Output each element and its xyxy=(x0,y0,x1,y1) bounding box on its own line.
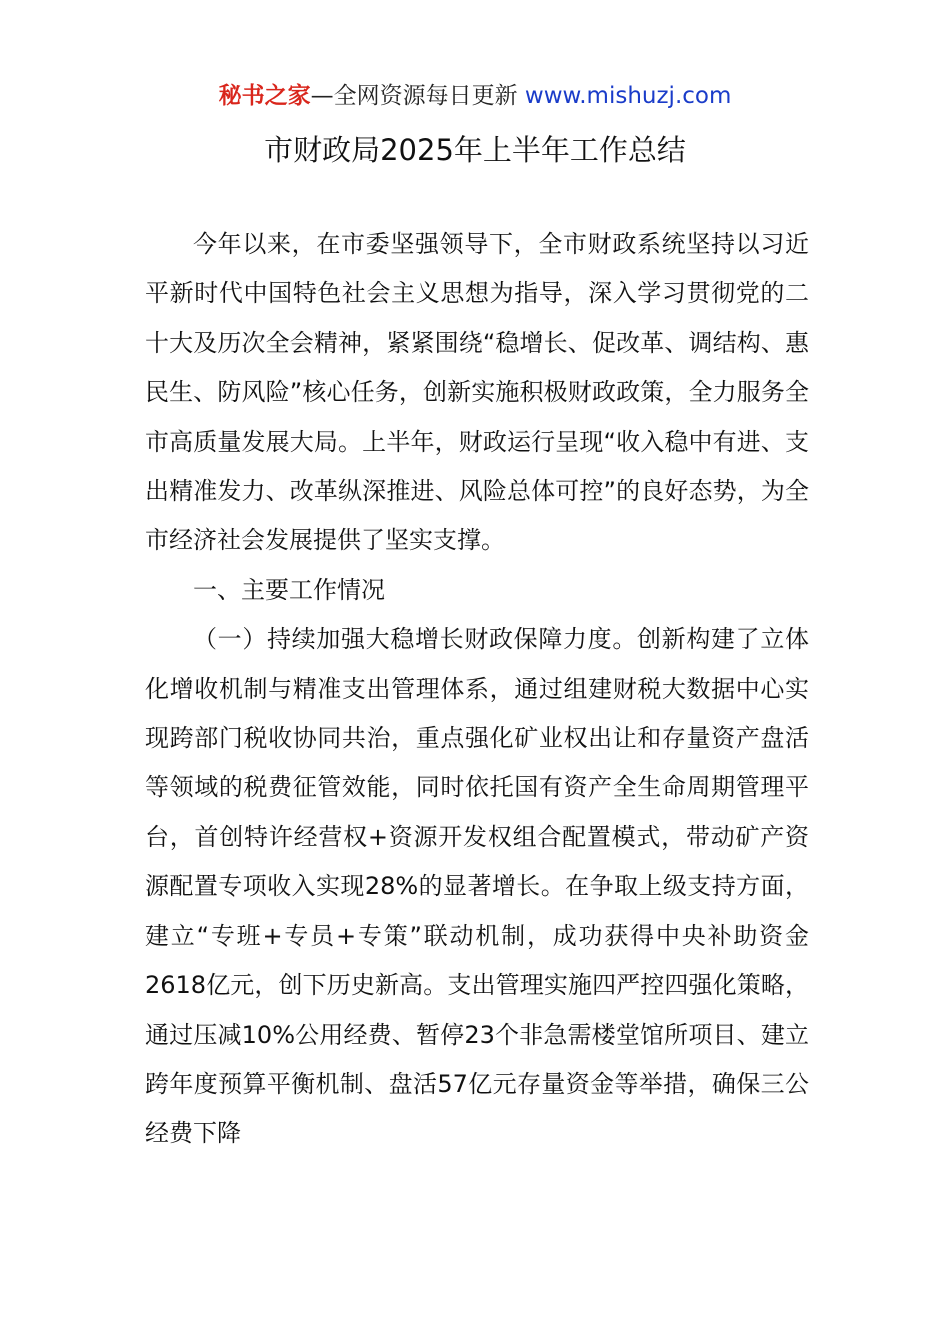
section-heading: 一、主要工作情况 xyxy=(193,575,385,604)
brand-name: 秘书之家 xyxy=(218,83,311,109)
site-header xyxy=(0,80,950,112)
header-tagline: —全网资源每日更新 xyxy=(310,83,525,109)
site-url-link[interactable]: www.mishuzj.com xyxy=(524,83,732,109)
document-body xyxy=(145,220,809,1159)
body-paragraph: （一）持续加强大稳增长财政保障力度。创新构建了立体化增收机制与精准支出管理体系，通过组建财税大数据中心实现跨部门税收协同共治，重点强化矿业权出让和存量资产盘活等领域的税费征管效能，同时依托国有资产全生命周期管理平台，首创特许经营权+资源开发权组合配置模式，带动矿产资源配置专项收入实现28%的显著增长。在争取上级支持方面，建立“专班+专员+专策”联动机制，成功获得中央补助资金2618亿元，创下历史新高。支出管理实施四严控四强化策略，通过压减10%公用经费、暂停23个非急需楼堂馆所项目、建立跨年度预算平衡机制、盘活57亿元存量资金等举措，确保三公经费下降 xyxy=(145,625,809,1148)
document-title: 市财政局2025年上半年工作总结 xyxy=(264,133,686,167)
intro-paragraph: 今年以来，在市委坚强领导下，全市财政系统坚持以习近平新时代中国特色社会主义思想为指导，深入学习贯彻党的二十大及历次全会精神，紧紧围绕“稳增长、促改革、调结构、惠民生、防风险”核心任务，创新实施积极财政政策，全力服务全市高质量发展大局。上半年，财政运行呈现“收入稳中有进、支出精准发力、改革纵深推进、风险总体可控”的良好态势，为全市经济社会发展提供了坚实支撑。 xyxy=(145,230,809,555)
